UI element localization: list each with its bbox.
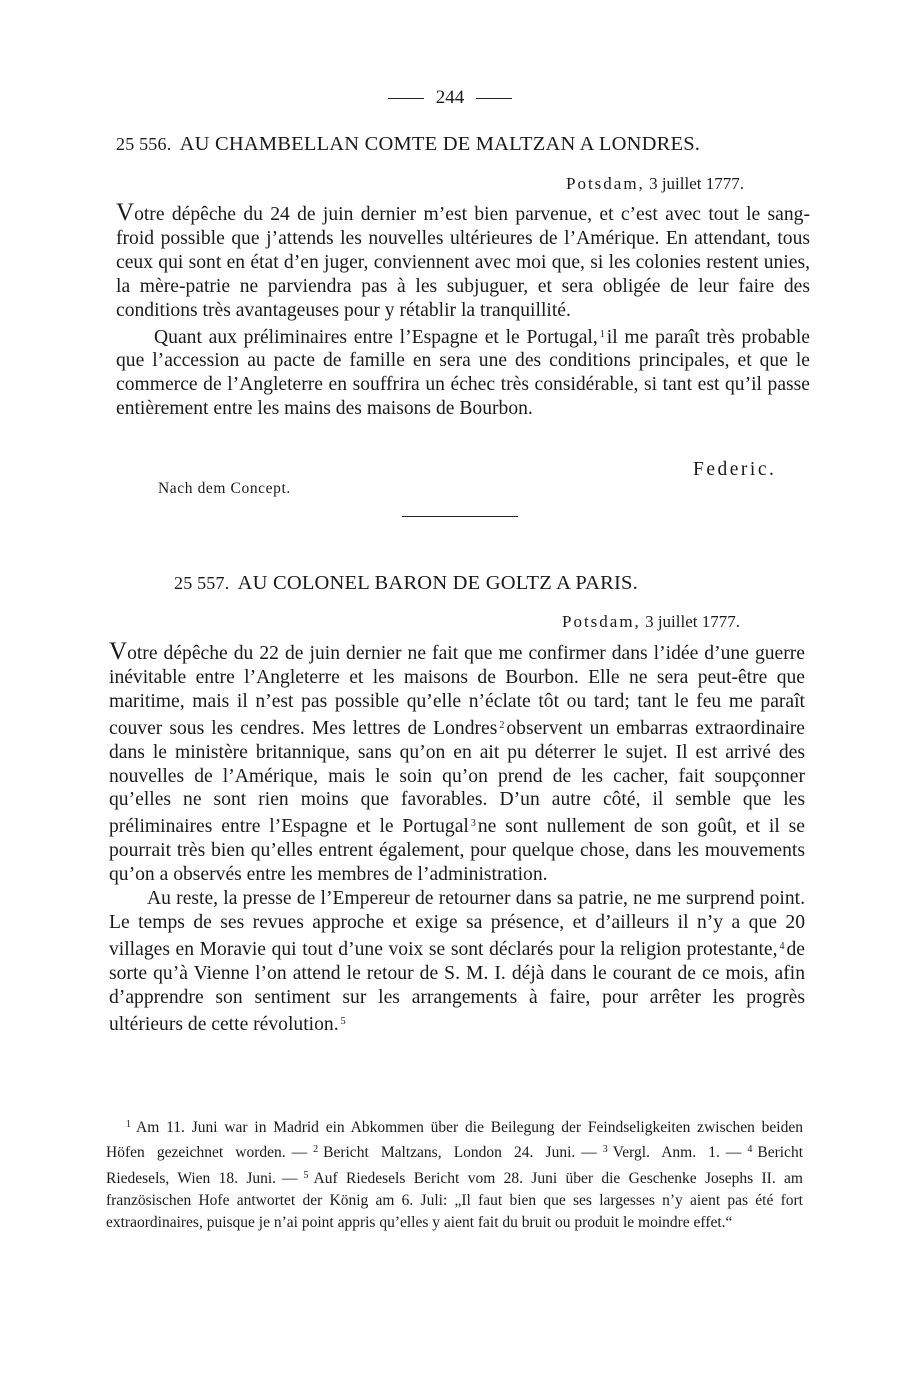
footnote-2-text: Bericht Maltzans, London 24. Juni. bbox=[323, 1144, 576, 1162]
footnote-dash-4: — bbox=[282, 1169, 298, 1187]
letter-1-paragraph-2-text-b: il me paraît très probable que l’accession au pacte de famille en sera une des conditions principales, et que le commerce de l’Angleterre en souffrira un échec très considérable, si tant est qu’il passe entièrement entre les mains des maisons de Bourbon. bbox=[116, 326, 810, 420]
footnote-ref-5: 5 bbox=[340, 1015, 346, 1027]
letter-1-paragraph-1-text: otre dépêche du 24 de juin dernier m’est bien parvenue, et c’est avec tout le sang-froid possible que j’attends les nouvelles ultérieures de l’Amérique. En attendant, tous ceux qui sont en état d’en juger, conviennent avec moi que, si les colonies restent unies, la mère-patrie ne parviendra pas à les subjuguer, et sera obligée de leur faire des conditions très avantageuses pour y rétablir la tranquillité. bbox=[116, 204, 810, 321]
letter-2-number: 25 557. bbox=[174, 573, 230, 593]
letter-1-title: AU CHAMBELLAN COMTE DE MALTZAN A LONDRES. bbox=[179, 133, 701, 155]
footnote-ref-3: 3 bbox=[470, 818, 476, 830]
letter-1-heading bbox=[116, 131, 700, 157]
footnote-4-text: Bericht Riedesels, Wien 18. Juni. bbox=[106, 1144, 803, 1187]
header-dash-right bbox=[476, 98, 512, 99]
letter-1-body bbox=[116, 199, 810, 421]
letter-1-dateline bbox=[566, 173, 744, 195]
footnote-2-number: 2 bbox=[313, 1144, 319, 1156]
footnote-dash-3: — bbox=[725, 1144, 742, 1162]
letter-2-paragraph-2-text-a: Au reste, la presse de l’Empereur de retourner dans sa patrie, ne me surprend point. Le temps de ses revues approche et exige sa présence, et d’ailleurs il n’y a que 20 villages en Moravie qui tout d’une voix se sont déclarés pour la religion protestante, bbox=[109, 888, 805, 960]
footnote-5-text: Auf Riedesels Bericht vom 28. Juni über die Geschenke Josephs II. am französischen Hofe antwortet der König am 6. Juli: „Il faut bien que ses largesses n’y aient pas été fort extraordinaires, puisque je n’ai point appris qu’elles y aient fait du bruit ou produit le moindre effet.“ bbox=[106, 1169, 803, 1232]
letter-1-signature: Federic. bbox=[693, 459, 777, 480]
footnotes bbox=[106, 1114, 803, 1234]
page-header bbox=[0, 86, 900, 110]
letter-2-place: Potsdam, bbox=[562, 612, 641, 631]
footnote-ref-1: 1 bbox=[599, 328, 605, 340]
letter-1-number: 25 556. bbox=[116, 134, 172, 154]
letter-2-initial: V bbox=[109, 638, 128, 665]
letter-2-paragraph-1-text-b: observent un embarras extraordinaire dans le ministère britannique, sans qu’on en ait pu déterrer le sujet. Il est arrivé des nouvelles de l’Amérique, mais le soin qu’on prend de les cacher, fait soupçonner qu’elles ne sont rien moins que favorables. D’un autre côté, il semble que les préliminaires entre l’Espagne et le Portugal bbox=[109, 717, 805, 838]
letter-1-source-note: Nach dem Concept. bbox=[158, 480, 291, 497]
letter-2-paragraph-2-text-b: de sorte qu’à Vienne l’on attend le retour de S. M. I. déjà dans le courant de ce mois, afin d’apprendre son sentiment sur les arrangements à faire, pour arrêter les progrès ultérieurs de cette révolution. bbox=[109, 938, 805, 1035]
footnote-1-text: Am 11. Juni war in Madrid ein Abkommen über die Beilegung der Feindseligkeiten zwischen beiden Höfen gezeichnet worden. bbox=[106, 1119, 803, 1162]
footnote-5-number: 5 bbox=[303, 1169, 309, 1181]
letter-2-paragraph-1-text-a: otre dépêche du 22 de juin dernier ne fait que me confirmer dans l’idée d’une guerre inévitable entre l’Angleterre et les maisons de Bourbon. Elle ne sera peut-être que maritime, mais il n’est pas possible qu’elle n’éclate tôt ou tard; tant le feu me paraît couver sous les cendres. Mes lettres de Londres bbox=[109, 643, 805, 739]
footnote-3-number: 3 bbox=[602, 1144, 608, 1156]
page-number: 244 bbox=[435, 87, 465, 108]
letter-2-paragraph-2 bbox=[109, 887, 805, 1036]
letter-2-dateline bbox=[562, 611, 740, 633]
letter-1-date: 3 juillet 1777. bbox=[649, 174, 744, 193]
letter-separator bbox=[402, 516, 518, 517]
letter-1-place: Potsdam, bbox=[566, 174, 645, 193]
letter-2-heading bbox=[174, 570, 638, 596]
letter-2-paragraph-1 bbox=[109, 638, 805, 887]
header-dash-left bbox=[388, 98, 424, 99]
footnote-1-number: 1 bbox=[126, 1119, 131, 1130]
footnote-dash-2: — bbox=[581, 1144, 597, 1162]
letter-2-date: 3 juillet 1777. bbox=[645, 612, 740, 631]
footnote-ref-2: 2 bbox=[499, 719, 505, 731]
footnote-dash-1: — bbox=[291, 1144, 308, 1162]
letter-2-body bbox=[109, 638, 805, 1037]
letter-1-initial: V bbox=[116, 199, 135, 226]
letter-1-paragraph-1 bbox=[116, 199, 810, 323]
letter-1-paragraph-2 bbox=[116, 323, 810, 422]
letter-1-paragraph-2-text-a: Quant aux préliminaires entre l’Espagne et le Portugal, bbox=[154, 326, 598, 348]
footnotes-block bbox=[106, 1114, 803, 1234]
letter-2-title: AU COLONEL BARON DE GOLTZ A PARIS. bbox=[237, 572, 638, 594]
footnote-4-number: 4 bbox=[747, 1144, 753, 1156]
footnote-3-text: Vergl. Anm. 1. bbox=[612, 1144, 720, 1162]
footnote-ref-4: 4 bbox=[779, 940, 785, 952]
letter-2-paragraph-1-text-c: ne sont nullement de son goût, et il se pourrait très bien qu’elles entrent également, pour quelque chose, dans les mouvements qu’on a observés entre les membres de l’administration. bbox=[109, 816, 805, 886]
